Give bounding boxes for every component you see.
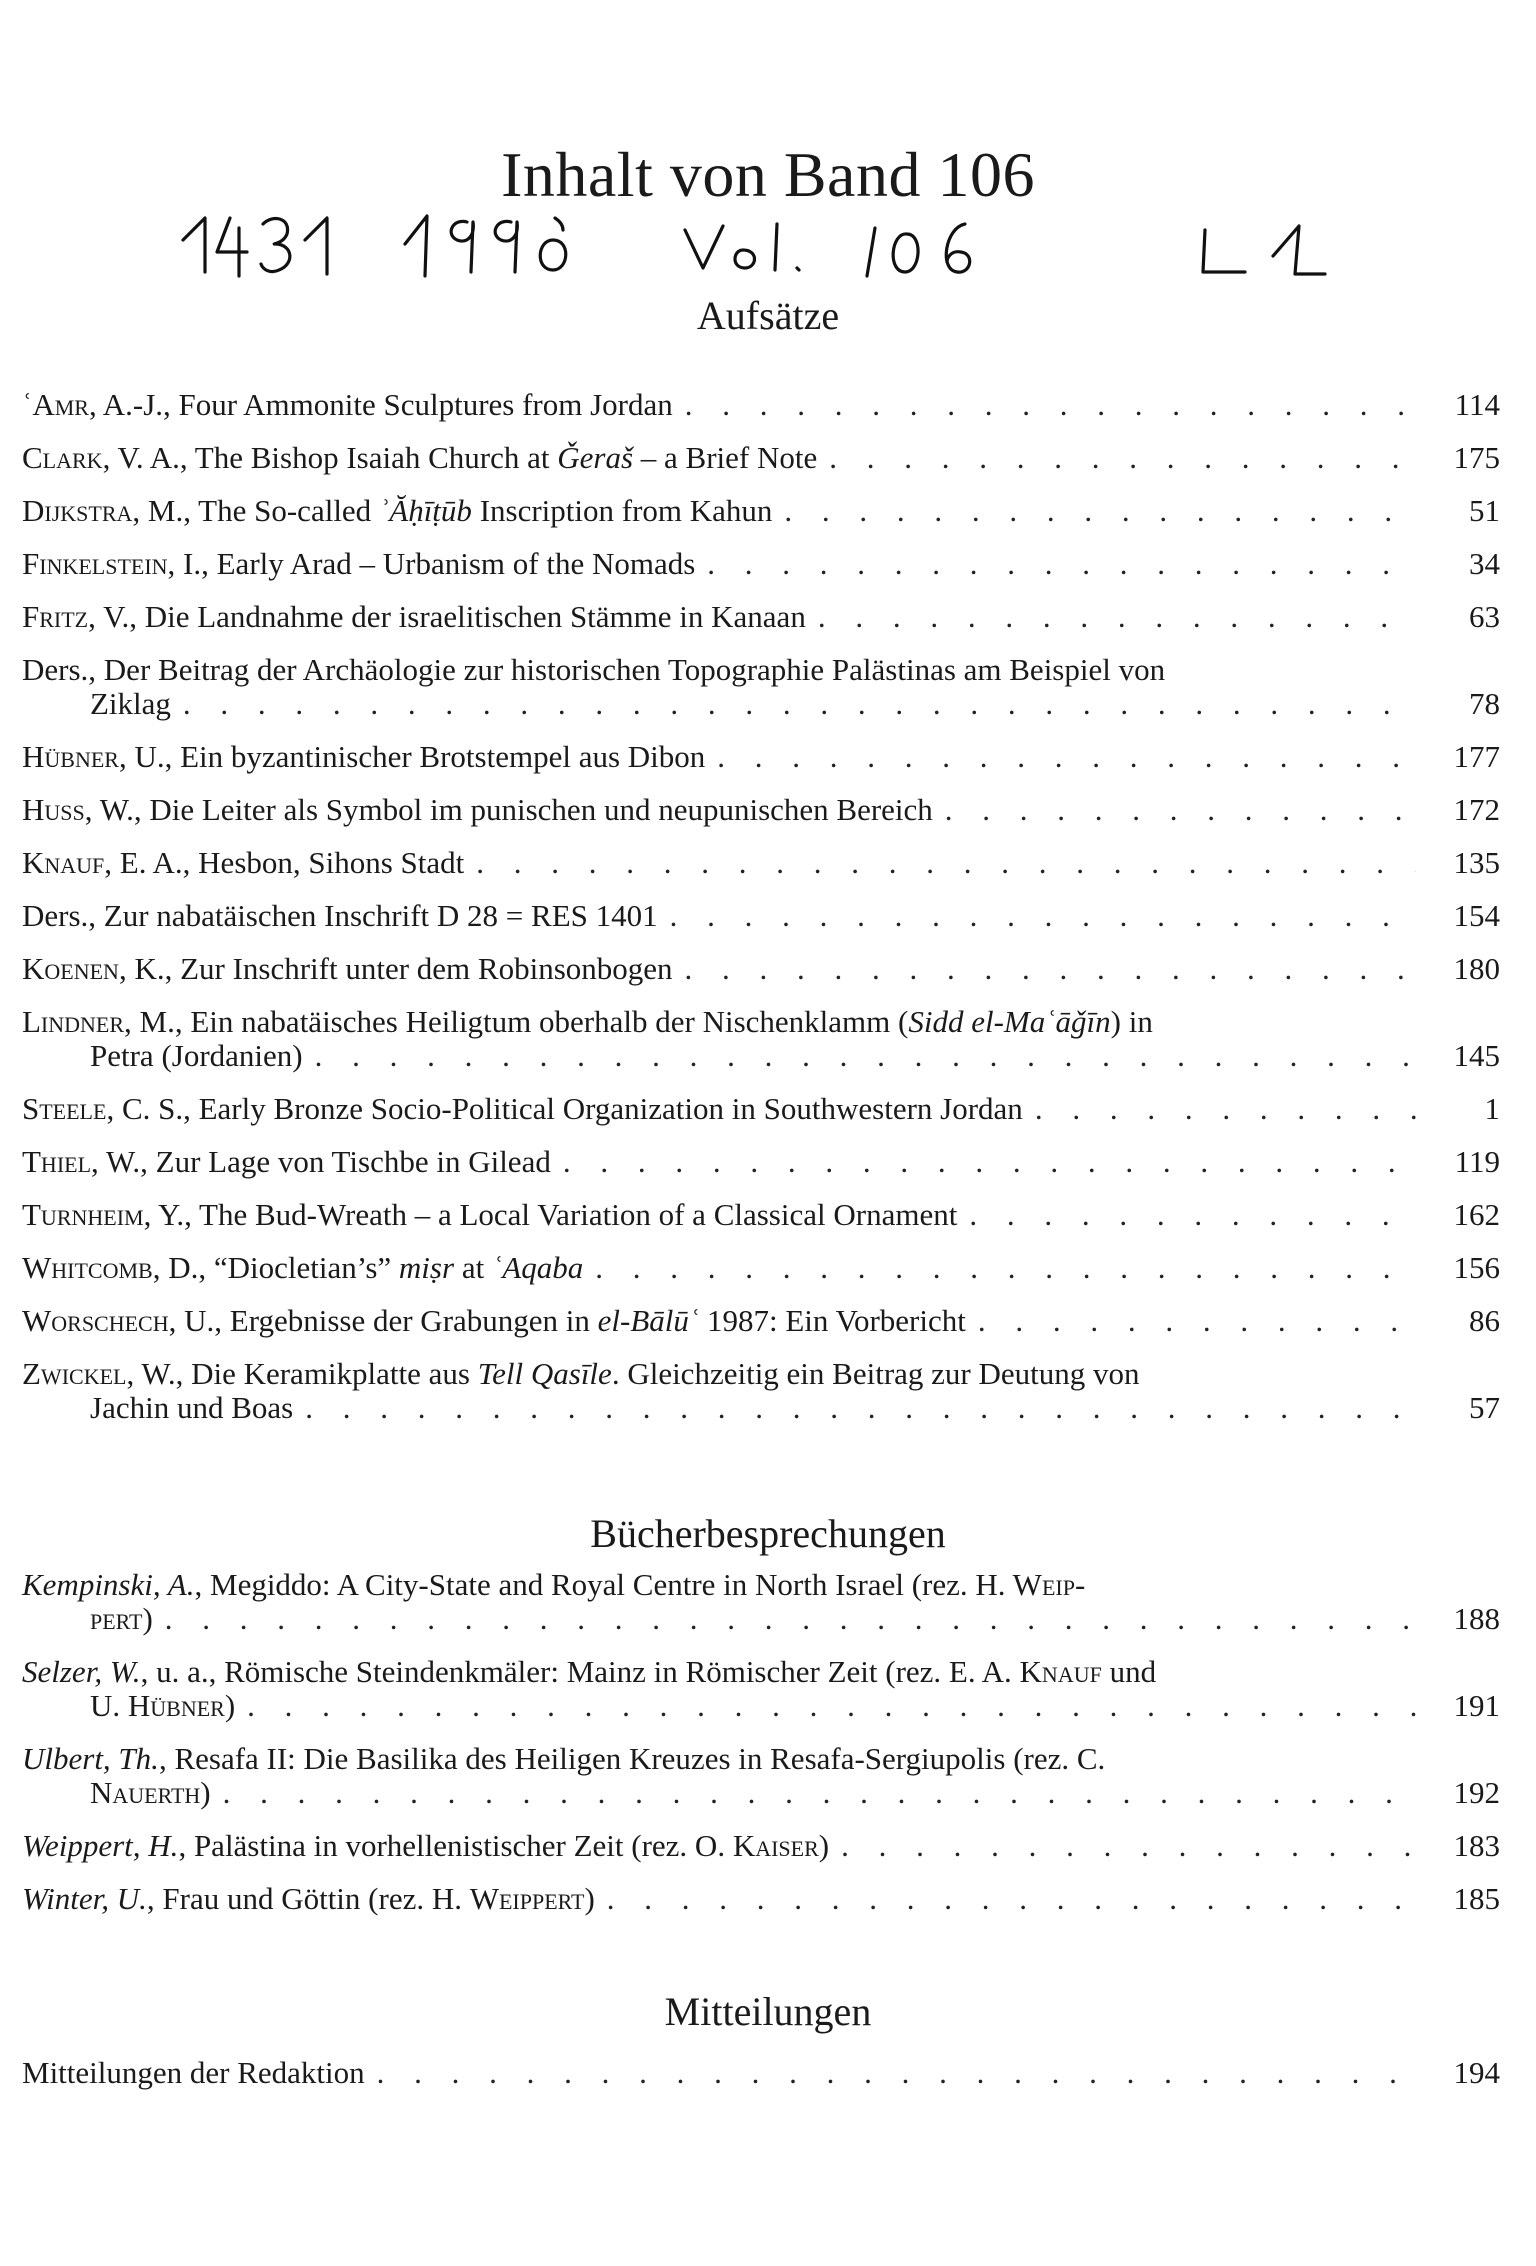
entry-page-number: 1	[1484, 1091, 1500, 1126]
entry-text	[22, 600, 806, 634]
entry-author: Worschech	[22, 1303, 169, 1338]
entry-page-number: 78	[1469, 686, 1500, 721]
entry-title: The So-called	[198, 493, 379, 528]
entry-author: Turnheim	[22, 1197, 144, 1232]
toc-entry[interactable]	[22, 1304, 1500, 1338]
dot-leader	[247, 1689, 1416, 1723]
entry-text	[22, 952, 673, 986]
entry-initials: , D.,	[152, 1250, 214, 1285]
entry-initials: , W.,	[91, 1144, 156, 1179]
dot-leader	[563, 1145, 1416, 1179]
entry-title-italic: ʿAqaba	[491, 1250, 584, 1285]
review-title: , u. a., Römische Steindenkmäler: Mainz in Römischer Zeit (rez. E. A.	[140, 1654, 1020, 1689]
entry-author: Steele	[22, 1091, 107, 1126]
entry-title: The Bishop Isaiah Church at	[194, 440, 558, 475]
entry-text	[22, 899, 658, 933]
entry-text	[22, 1198, 957, 1232]
entry-title-italic: miṣr	[398, 1250, 455, 1285]
entry-text	[22, 1304, 966, 1338]
dot-leader	[969, 1198, 1416, 1232]
section-heading-aufsaetze: Aufsätze	[696, 293, 840, 338]
toc-entry[interactable]	[22, 740, 1500, 774]
entry-initials: , I.,	[167, 546, 217, 581]
entry-author: Clark	[22, 440, 103, 475]
entry-text	[22, 494, 772, 528]
entry-title: Die Keramikplatte aus	[191, 1356, 478, 1391]
entry-initials: , M.,	[124, 1004, 191, 1039]
entry-author: Fritz	[22, 599, 89, 634]
review-title: , Resafa II: Die Basilika des Heiligen Kreuzes in Resafa-Sergiupolis (rez. C.	[158, 1741, 1106, 1776]
review-title: , Megiddo: A City-State and Royal Centre in North Israel (rez. H. W	[194, 1567, 1042, 1602]
entry-author: Huss	[22, 792, 85, 827]
entry-title-rest: at	[454, 1250, 492, 1285]
entry-page-number: 34	[1469, 546, 1500, 581]
toc-entry[interactable]	[22, 441, 1500, 475]
entry-title-italic: Ǧeraš	[557, 440, 634, 475]
page-title: Inhalt von Band 106	[501, 139, 1035, 210]
entry-page-number: 162	[1453, 1197, 1500, 1232]
entry-title: Four Ammonite Sculptures from Jordan	[178, 387, 673, 422]
toc-entry[interactable]	[22, 388, 1500, 422]
entry-title-continuation: Petra (Jordanien)	[90, 1038, 303, 1073]
review-entry[interactable]	[22, 1568, 1500, 1636]
reviewer-initials: U.	[90, 1688, 128, 1723]
toc-entry[interactable]	[22, 846, 1500, 880]
entry-author: Dijkstra	[22, 493, 133, 528]
entry-title-italic: el-Bālūʿ	[597, 1303, 700, 1338]
entry-page-number: 192	[1453, 1775, 1500, 1810]
entry-initials: , K.,	[118, 951, 181, 986]
entry-author: Finkelstein	[22, 546, 168, 581]
review-entry[interactable]	[22, 1655, 1500, 1723]
dot-leader	[670, 899, 1416, 933]
entry-author: Hübner	[22, 739, 119, 774]
dot-leader	[305, 1391, 1416, 1425]
dot-leader	[784, 494, 1416, 528]
entry-page-number: 154	[1453, 898, 1500, 933]
toc-entry[interactable]	[22, 952, 1500, 986]
entry-page-number: 194	[1453, 2055, 1500, 2090]
entry-text	[22, 547, 695, 581]
dot-leader	[818, 600, 1416, 634]
toc-entry[interactable]	[22, 600, 1500, 634]
entry-title-italic: Tell Qasīle	[477, 1356, 612, 1391]
entry-title: Die Landnahme der israelitischen Stämme in Kanaan	[144, 599, 806, 634]
reviewer-name: Weippert)	[469, 1881, 595, 1916]
entry-page-number: 185	[1453, 1881, 1500, 1916]
entry-continuation	[90, 1689, 235, 1723]
entry-title: Zur Inschrift unter dem Robinsonbogen	[180, 951, 673, 986]
dot-leader	[841, 1829, 1416, 1863]
entry-page-number: 191	[1453, 1688, 1500, 1723]
entry-title: Der Beitrag der Archäologie zur historischen Topographie Palästinas am Beispiel von	[103, 652, 1166, 687]
entry-initials: , E. A.,	[104, 845, 199, 880]
entry-page-number: 63	[1469, 599, 1500, 634]
dot-leader	[476, 846, 1416, 880]
toc-entry[interactable]	[22, 653, 1500, 721]
entry-text	[22, 441, 817, 475]
toc-entry[interactable]	[22, 1005, 1500, 1073]
entry-title-italic: Sidd el-Maʿāǧīn	[908, 1004, 1111, 1039]
entry-author: Whitcomb	[22, 1250, 153, 1285]
dot-leader	[685, 952, 1416, 986]
entry-text	[22, 1742, 1105, 1776]
dot-leader	[829, 441, 1416, 475]
review-entry[interactable]	[22, 1882, 1500, 1916]
entry-page-number: 114	[1454, 387, 1500, 422]
toc-entry[interactable]	[22, 793, 1500, 827]
review-title: , Frau und Göttin (rez. H.	[146, 1881, 470, 1916]
entry-title: Die Leiter als Symbol im punischen und neupunischen Bereich	[149, 792, 933, 827]
entry-initials: , W.,	[84, 792, 150, 827]
entry-title-italic: ʾĂḥīṭūb	[378, 493, 472, 528]
entry-page-number: 51	[1469, 493, 1500, 528]
entry-page-number: 86	[1469, 1303, 1500, 1338]
reviewer-name: pert)	[90, 1601, 153, 1636]
toc-entry[interactable]	[22, 494, 1500, 528]
review-author: Selzer, W.	[22, 1654, 141, 1689]
review-author: Kempinski, A.	[22, 1567, 195, 1602]
entry-page-number: 183	[1453, 1828, 1500, 1863]
dot-leader	[978, 1304, 1416, 1338]
entry-author: Ders.,	[22, 898, 104, 933]
entry-text	[22, 1829, 829, 1863]
review-title: , Palästina in vorhellenistischer Zeit (rez. O.	[178, 1828, 733, 1863]
entry-title-rest: 1987: Ein Vorbericht	[699, 1303, 966, 1338]
entry-text	[22, 1005, 1153, 1039]
entry-title: Zur nabatäischen Inschrift D 28 = RES 1401	[103, 898, 658, 933]
reviewer-name: Kaiser)	[732, 1828, 830, 1863]
entry-title: Hesbon, Sihons Stadt	[198, 845, 465, 880]
entry-title: Ergebnisse der Grabungen in	[229, 1303, 598, 1338]
entry-initials: , V.,	[88, 599, 145, 634]
entry-text	[22, 1251, 583, 1285]
entry-initials: , V. A.,	[102, 440, 195, 475]
entry-initials: , M.,	[132, 493, 199, 528]
entry-title: The Bud-Wreath – a Local Variation of a Classical Ornament	[199, 1197, 958, 1232]
reviewer-name: Hübner)	[127, 1688, 236, 1723]
entry-title-rest: Inscription from Kahun	[471, 493, 773, 528]
toc-entry[interactable]	[22, 1357, 1500, 1425]
dot-leader	[945, 793, 1416, 827]
entry-title: Mitteilungen der Redaktion	[22, 2055, 365, 2090]
review-author: Ulbert, Th.	[22, 1741, 159, 1776]
entry-continuation	[90, 1776, 211, 1810]
entry-page-number: 188	[1453, 1601, 1500, 1636]
toc-entry[interactable]	[22, 1251, 1500, 1285]
entry-text	[22, 1568, 1085, 1602]
entry-page-number: 172	[1453, 792, 1500, 827]
toc-entry[interactable]	[22, 899, 1500, 933]
review-author: Weippert, H.	[22, 1828, 179, 1863]
toc-entry[interactable]	[22, 1198, 1500, 1232]
dot-leader	[223, 1776, 1416, 1810]
entry-initials: , U.,	[118, 739, 181, 774]
entry-title: Early Arad – Urbanism of the Nomads	[216, 546, 696, 581]
entry-page-number: 145	[1453, 1038, 1500, 1073]
review-entry[interactable]	[22, 1742, 1500, 1810]
reviewer-name: eip-	[1041, 1567, 1086, 1602]
entry-text	[22, 846, 464, 880]
dot-leader	[1035, 1092, 1416, 1126]
dot-leader	[607, 1882, 1416, 1916]
entry-author: Lindner	[22, 1004, 125, 1039]
entry-text	[22, 653, 1165, 687]
entry-text	[22, 388, 673, 422]
entry-text	[22, 1092, 1023, 1126]
toc-entry[interactable]	[22, 547, 1500, 581]
section-heading-buecher: Bücherbesprechungen	[590, 1511, 946, 1556]
entry-author: Thiel	[22, 1144, 92, 1179]
entry-initials: , Y.,	[143, 1197, 200, 1232]
reviewer-name: Nauerth)	[90, 1775, 211, 1810]
entry-text	[22, 793, 933, 827]
dot-leader	[595, 1251, 1416, 1285]
entry-initials: , C. S.,	[106, 1091, 199, 1126]
entry-title-continuation: Jachin und Boas	[90, 1390, 294, 1425]
entry-title-rest: . Gleichzeitig ein Beitrag zur Deutung von	[611, 1356, 1140, 1391]
entry-title-rest: – a Brief Note	[633, 440, 818, 475]
entry-text	[22, 1145, 551, 1179]
entry-text	[22, 1655, 1156, 1689]
entry-title-continuation: Ziklag	[90, 686, 171, 721]
review-entry[interactable]	[22, 1829, 1500, 1863]
reviewer-name: Knauf	[1019, 1654, 1102, 1689]
entry-author: Koenen	[22, 951, 119, 986]
review-author: Winter, U.	[22, 1881, 147, 1916]
entry-title: Ein nabatäisches Heiligtum oberhalb der Nischenklamm (	[190, 1004, 909, 1039]
entry-text	[22, 1882, 595, 1916]
entry-title: Zur Lage von Tischbe in Gilead	[155, 1144, 551, 1179]
entry-initials: , W.,	[126, 1356, 192, 1391]
entry-page-number: 177	[1453, 739, 1500, 774]
dot-leader	[183, 687, 1416, 721]
dot-leader	[377, 2056, 1416, 2090]
entry-page-number: 135	[1453, 845, 1500, 880]
review-title-rest: und	[1101, 1654, 1157, 1689]
dot-leader	[685, 388, 1416, 422]
entry-continuation	[90, 1602, 153, 1636]
entry-title: Early Bronze Socio-Political Organization in Southwestern Jordan	[198, 1091, 1023, 1126]
dot-leader	[315, 1039, 1416, 1073]
entry-author: Ders.,	[22, 652, 104, 687]
entry-title: “Diocletian’s”	[213, 1250, 399, 1285]
entry-page-number: 57	[1469, 1390, 1500, 1425]
entry-author: Knauf	[22, 845, 105, 880]
section-heading-mitteilungen: Mitteilungen	[664, 1989, 872, 2034]
entry-author: ʿAmr	[22, 387, 89, 422]
entry-page-number: 180	[1453, 951, 1500, 986]
entry-text	[22, 740, 705, 774]
notice-entry[interactable]	[22, 2056, 1500, 2090]
entry-initials: , A.-J.,	[88, 387, 179, 422]
handwritten-shelf-note	[175, 200, 1395, 290]
dot-leader	[165, 1602, 1416, 1636]
toc-entry[interactable]	[22, 1145, 1500, 1179]
toc-entry[interactable]	[22, 1092, 1500, 1126]
entry-initials: , U.,	[168, 1303, 230, 1338]
entry-page-number: 119	[1454, 1144, 1500, 1179]
entry-page-number: 156	[1453, 1250, 1500, 1285]
entry-author: Zwickel	[22, 1356, 127, 1391]
entry-page-number: 175	[1453, 440, 1500, 475]
dot-leader	[707, 547, 1416, 581]
entry-title: Ein byzantinischer Brotstempel aus Dibon	[180, 739, 706, 774]
entry-text	[22, 1357, 1140, 1391]
entry-title-rest: ) in	[1110, 1004, 1153, 1039]
dot-leader	[717, 740, 1416, 774]
